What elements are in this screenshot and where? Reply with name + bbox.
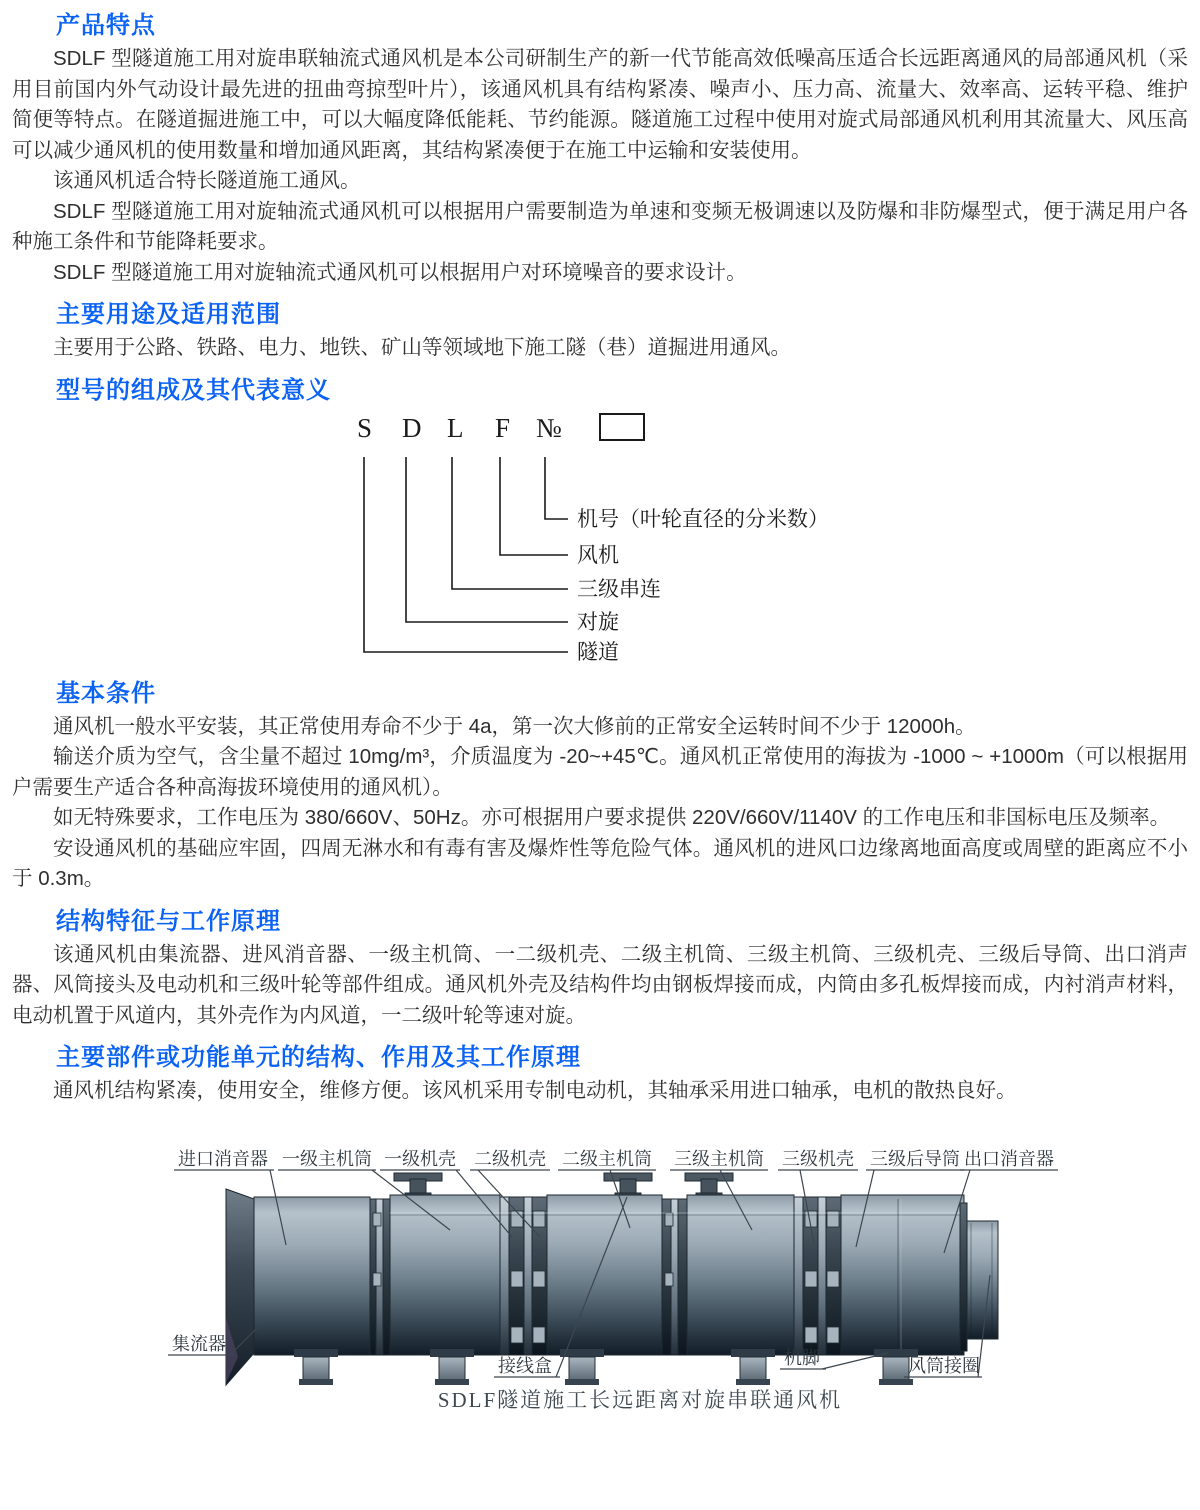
paragraph: SDLF 型隧道施工用对旋串联轴流式通风机是本公司研制生产的新一代节能高效低噪高压适合长远距离通风的局部通风机（采用目前国内外气动设计最先进的扭曲弯掠型叶片），该通风机具有结构紧凑、噪声小、压力高、流量大、效率高、运转平稳、维护简便等特点。在隧道掘进施工中，可以大幅度降低能耗、节约能源。隧道施工过程中使用对旋式局部通风机利用其流量大、风压高可以减少通风机的使用数量和增加通风距离，其结构紧凑便于在施工中运输和安装使用。 — [12, 47, 1188, 162]
model-meaning-three-stage: 三级串连 — [577, 576, 661, 601]
paragraph: 该通风机适合特长隧道施工通风。 — [53, 169, 361, 192]
section-heading: 基本条件 — [56, 679, 156, 707]
branch-line-f — [500, 457, 568, 555]
model-letter-s: S — [357, 412, 373, 443]
casing-band — [794, 1197, 803, 1355]
segment-outlet-silencer — [841, 1195, 964, 1355]
flange-band — [383, 1199, 390, 1355]
fan-label-rear-guide-duct: 三级后导筒 — [870, 1148, 960, 1169]
end-cap — [960, 1203, 967, 1351]
duct-connection-ring — [967, 1221, 998, 1339]
segment-stage2-barrel — [547, 1195, 662, 1355]
model-meaning-number: 机号（叶轮直径的分米数） — [577, 506, 829, 531]
segment-stage3-barrel — [687, 1195, 794, 1355]
paragraph: 通风机结构紧凑，使用安全，维修方便。该风机采用专制电动机，其轴承采用进口轴承，电机的散热良好。 — [53, 1079, 1017, 1102]
paragraph: 该通风机由集流器、进风消音器、一级主机筒、一二级机壳、二级主机筒、三级主机筒、三级机壳、三级后导筒、出口消声器、风筒接头及电动机和三级叶轮等部件组成。通风机外壳及结构件均由钢板焊接而成，内筒由多孔板焊接而成，内衬消声材料，电动机置于风道内，其外壳作为内风道，一二级叶轮等速对旋。 — [12, 942, 1188, 1027]
foot — [294, 1349, 338, 1385]
paragraph: 主要用于公路、铁路、电力、地铁、矿山等领域地下施工隧（巷）道掘进用通风。 — [53, 336, 791, 359]
section-product-features — [12, 12, 1188, 288]
section-main-uses — [12, 301, 1188, 364]
model-meaning-tunnel: 隧道 — [577, 639, 619, 664]
fan-label-outlet-silencer: 出口消音器 — [964, 1148, 1054, 1169]
fan-top-labels — [178, 1149, 1054, 1169]
casing-band — [500, 1197, 509, 1355]
model-letter-d: D — [402, 412, 422, 443]
fan-assembly-diagram — [12, 1133, 1188, 1433]
flange-band — [678, 1199, 687, 1355]
section-model-composition — [12, 377, 1188, 667]
branch-line-d — [406, 457, 568, 622]
paragraph: 输送介质为空气，含尘量不超过 10mg/m³，介质温度为 -20~+45℃。通风机正常使用的海拔为 -1000 ~ +1000m（可以根据用户需要生产适合各种高海拔环境使用的通风机）。 — [12, 745, 1188, 799]
model-letter-no: № — [536, 412, 562, 443]
branch-line-l — [452, 457, 568, 589]
segment-inlet-silencer — [254, 1197, 370, 1355]
paragraph: 安设通风机的基础应牢固，四周无淋水和有毒有害及爆炸性等危险气体。通风机的进风口边缘离地面高度或周壁的距离应不小于 0.3m。 — [12, 836, 1188, 890]
fan-label-stage3-barrel: 三级主机筒 — [674, 1148, 764, 1169]
casing-band — [818, 1197, 826, 1355]
fan-label-stage1-barrel: 一级主机筒 — [282, 1148, 372, 1169]
document-body — [12, 12, 1188, 1433]
section-main-components — [12, 1044, 1188, 1107]
branch-line-no — [545, 457, 568, 519]
section-basic-conditions — [12, 680, 1188, 895]
model-code-diagram — [12, 409, 1188, 667]
paragraph: 通风机一般水平安装，其正常使用寿命不少于 4a，第一次大修前的正常安全运转时间不少于 12000h。 — [53, 714, 976, 738]
model-meaning-counter-rotating: 对旋 — [577, 609, 619, 634]
model-branch-lines — [364, 457, 568, 652]
fan-label-stage2-casing: 二级机壳 — [474, 1148, 546, 1169]
fan-diagram-caption: SDLF隧道施工长远距离对旋串联通风机 — [437, 1387, 843, 1412]
model-letter-f: F — [495, 412, 511, 443]
fan-label-stage2-barrel: 二级主机筒 — [562, 1148, 652, 1169]
model-meaning-fan: 风机 — [577, 542, 619, 567]
fan-label-stage1-casing: 一级机壳 — [384, 1148, 456, 1169]
section-heading: 产品特点 — [56, 12, 156, 39]
foot — [560, 1349, 604, 1385]
fan-label-inlet-silencer: 进口消音器 — [178, 1148, 268, 1169]
fan-body-segments — [254, 1195, 998, 1355]
fan-label-stage3-casing: 三级机壳 — [782, 1148, 854, 1169]
segment-stage1-barrel — [390, 1195, 500, 1355]
foot — [731, 1349, 775, 1385]
paragraph: SDLF 型隧道施工用对旋轴流式通风机可以根据用户对环境噪音的要求设计。 — [53, 260, 747, 284]
fan-label-collector: 集流器 — [172, 1333, 226, 1354]
paragraph: SDLF 型隧道施工用对旋轴流式通风机可以根据用户需要制造为单速和变频无极调速以及防爆和非防爆型式，便于满足用户各种施工条件和节能降耗要求。 — [12, 199, 1188, 253]
fan-label-junction-box: 接线盒 — [498, 1355, 552, 1376]
fan-label-duct-ring: 风筒接圈 — [908, 1355, 980, 1376]
model-number-box — [600, 414, 644, 440]
section-heading: 型号的组成及其代表意义 — [56, 376, 331, 404]
section-heading: 主要部件或功能单元的结构、作用及其工作原理 — [56, 1044, 581, 1071]
section-heading: 结构特征与工作原理 — [56, 907, 281, 935]
model-letter-l: L — [447, 412, 464, 443]
foot — [430, 1349, 474, 1385]
section-heading: 主要用途及适用范围 — [56, 301, 281, 328]
section-structure-principle — [12, 908, 1188, 1032]
fan-label-machine-feet: 机脚 — [784, 1347, 820, 1368]
paragraph: 如无特殊要求，工作电压为 380/660V、50Hz。亦可根据用户要求提供 220V/660V/1140V 的工作电压和非国标电压及频率。 — [53, 806, 1171, 829]
